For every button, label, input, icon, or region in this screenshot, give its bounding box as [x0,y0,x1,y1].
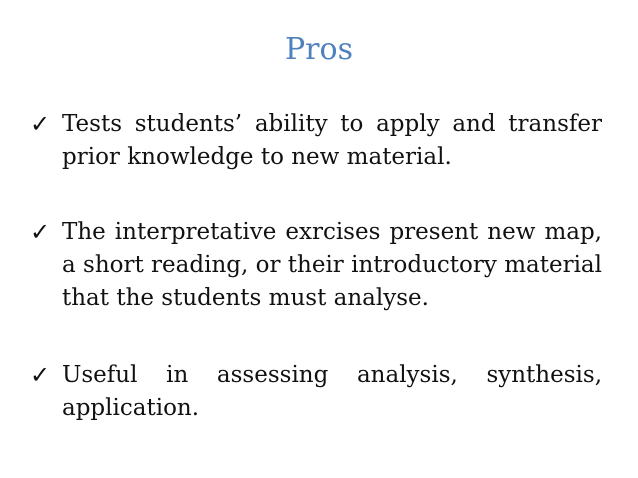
bullet-list [30,108,602,467]
bullet-item [30,108,602,174]
checkmark-icon: ✓ [30,110,51,138]
bullet-text: Useful in assessing analysis, synthesis, application. [62,362,602,421]
bullet-text: The interpretative exrcises present new map, a short reading, or their introductory material that the students must analyse. [62,219,602,311]
slide-title: Pros [285,32,353,67]
checkmark-icon: ✓ [30,361,51,389]
checkmark-icon: ✓ [30,218,51,246]
bullet-text: Tests students’ ability to apply and transfer prior knowledge to new material. [62,111,602,170]
bullet-item [30,359,602,425]
bullet-item [30,216,602,315]
